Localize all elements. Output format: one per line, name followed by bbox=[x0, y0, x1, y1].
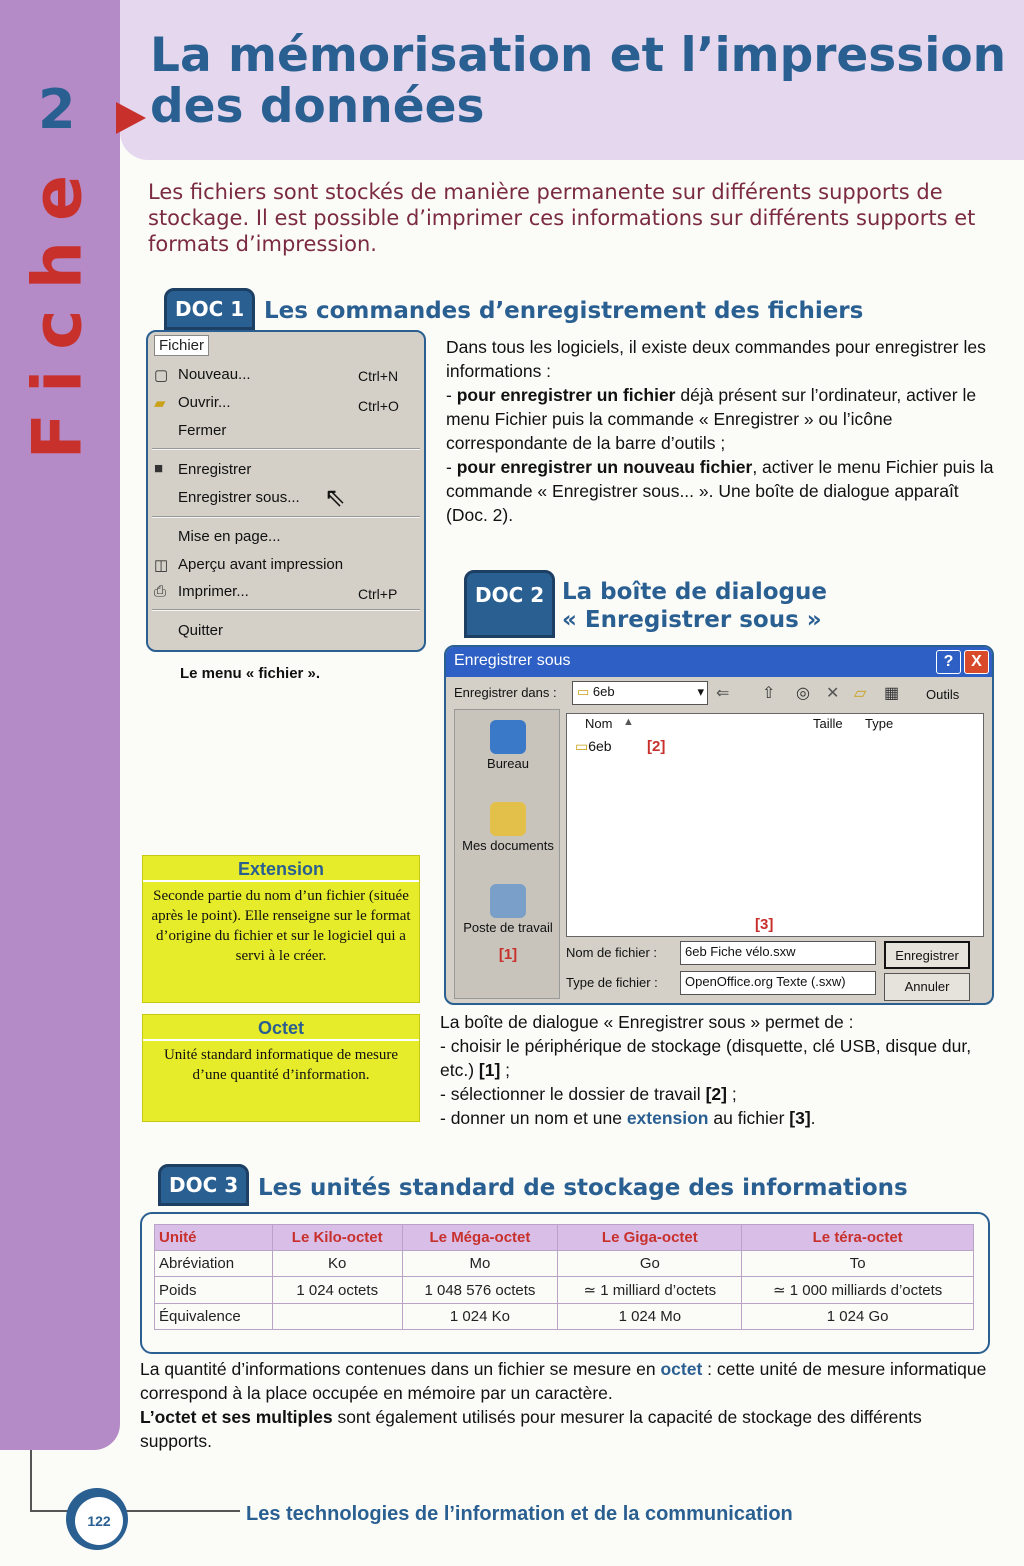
menu-separator bbox=[152, 516, 420, 518]
definition-title: Octet bbox=[257, 1018, 304, 1038]
delete-icon[interactable]: ✕ bbox=[826, 685, 840, 702]
definition-text: Seconde partie du nom d’un fichier (située après le point). Elle renseigne sur le format d’origine du fichier et sur le logiciel qui a servi à le créer. bbox=[143, 880, 419, 970]
filetype-label: Type de fichier : bbox=[566, 975, 658, 990]
doc2-bullet2: - sélectionner le dossier de travail bbox=[440, 1084, 701, 1104]
place-mes-documents[interactable] bbox=[455, 802, 561, 853]
table-row bbox=[155, 1304, 974, 1330]
fiche-number: 2 bbox=[38, 78, 76, 141]
doc1-intro: Dans tous les logiciels, il existe deux commandes pour enregistrer les informations : bbox=[446, 337, 986, 381]
table-header-cell: Le Méga-octet bbox=[402, 1225, 558, 1251]
definition-text: Unité standard informatique de mesure d’une quantité d’information. bbox=[143, 1039, 419, 1089]
doc2-caption-intro: La boîte de dialogue « Enregistrer sous » permet de : bbox=[440, 1012, 854, 1032]
sidebar bbox=[0, 0, 120, 1450]
doc2-title-line2: « Enregistrer sous » bbox=[562, 607, 822, 633]
doc3-p1-pre: La quantité d’informations contenues dans un fichier se mesure en bbox=[140, 1359, 656, 1379]
definition-title: Extension bbox=[237, 859, 325, 879]
table-cell: 1 024 Mo bbox=[558, 1304, 742, 1330]
column-type[interactable]: Type bbox=[865, 716, 894, 731]
folder-row[interactable] bbox=[575, 738, 612, 755]
doc2-tab: DOC 2 bbox=[464, 570, 555, 638]
folder-icon: ▭ bbox=[577, 684, 590, 699]
computer-icon bbox=[490, 884, 526, 918]
menu-item-fermer[interactable]: Fermer bbox=[178, 422, 227, 439]
table-cell: To bbox=[742, 1251, 974, 1277]
column-name[interactable]: Nom bbox=[585, 716, 613, 731]
definition-extension bbox=[142, 855, 420, 1003]
place-label: Mes documents bbox=[462, 838, 554, 853]
doc3-p1-word: octet bbox=[660, 1359, 703, 1379]
up-folder-icon[interactable]: ⇧ bbox=[762, 685, 776, 702]
intro-paragraph: Les fichiers sont stockés de manière permanente sur différents supports de stockage. Il est possible d’imprimer ces informations sur différents supports et formats d’impression. bbox=[148, 180, 976, 256]
doc3-p1-post: : cette unité de mesure informatique correspond à la place occupée en mémoire par un caractère. bbox=[140, 1359, 987, 1403]
table-header-cell: Unité bbox=[155, 1225, 273, 1251]
table-cell: 1 024 Ko bbox=[402, 1304, 558, 1330]
place-poste-de-travail[interactable] bbox=[455, 884, 561, 935]
footer-rule bbox=[30, 1510, 240, 1512]
footer-rule bbox=[30, 1450, 32, 1510]
marker-3: [3] bbox=[755, 916, 774, 933]
close-button[interactable]: X bbox=[964, 650, 989, 674]
documents-folder-icon bbox=[490, 802, 526, 836]
menu-separator bbox=[152, 609, 420, 611]
menu-item-apercu[interactable]: Aperçu avant impression bbox=[178, 556, 344, 573]
table-cell: Go bbox=[558, 1251, 742, 1277]
place-label: Poste de travail bbox=[463, 920, 553, 935]
doc2-bullet3-post: au fichier bbox=[713, 1108, 785, 1128]
folder-name: 6eb bbox=[588, 738, 612, 754]
table-cell: 1 024 Go bbox=[742, 1304, 974, 1330]
doc1-bullet2-text: , activer le menu Fichier puis la commande « Enregistrer sous... ». Une boîte de dialogue apparaît (Doc. 2). bbox=[446, 457, 994, 525]
shortcut-nouveau: Ctrl+N bbox=[358, 368, 399, 384]
chevron-down-icon: ▾ bbox=[697, 684, 704, 699]
menu-item-enregistrer[interactable]: Enregistrer bbox=[178, 461, 252, 478]
menu-item-mise-en-page[interactable]: Mise en page... bbox=[178, 528, 281, 545]
doc3-p2-bold: L’octet et ses multiples bbox=[140, 1407, 333, 1427]
table-cell: Ko bbox=[272, 1251, 402, 1277]
file-menu bbox=[146, 330, 426, 652]
doc2-caption: La boîte de dialogue « Enregistrer sous » permet de : - choisir le périphérique de stockage (disquette, clé USB, disque dur, etc.) [1] ; - sélectionner le dossier de travail [2] ; - donner un nom et une extension au fichier [3]. bbox=[440, 1012, 972, 1128]
doc1-tab: DOC 1 bbox=[164, 288, 255, 330]
page-title bbox=[150, 30, 1006, 132]
table-header-row bbox=[155, 1225, 974, 1251]
menu-item-ouvrir[interactable]: Ouvrir... bbox=[178, 394, 231, 411]
table-header-cell: Le Giga-octet bbox=[558, 1225, 742, 1251]
doc2-bullet1-mark: [1] bbox=[478, 1060, 501, 1080]
definition-octet bbox=[142, 1014, 420, 1122]
shortcut-imprimer: Ctrl+P bbox=[358, 586, 398, 602]
table-cell: Abréviation bbox=[155, 1251, 273, 1277]
footer-text: Les technologies de l’information et de la communication bbox=[246, 1503, 793, 1525]
sort-asc-icon: ▲ bbox=[623, 716, 634, 728]
fiche-label: Fiche bbox=[18, 154, 98, 460]
table-cell: ≃ 1 milliard d’octets bbox=[558, 1277, 742, 1304]
menu-item-enregistrer-sous[interactable]: Enregistrer sous... bbox=[178, 489, 300, 506]
filename-label: Nom de fichier : bbox=[566, 945, 658, 960]
doc2-bullet3-mark: [3] bbox=[789, 1108, 811, 1128]
new-doc-icon: ▢ bbox=[154, 367, 169, 384]
save-button[interactable]: Enregistrer bbox=[884, 941, 970, 969]
folder-icon: ▭ bbox=[575, 738, 589, 754]
storage-units-table bbox=[154, 1224, 974, 1330]
table-cell: 1 024 octets bbox=[272, 1277, 402, 1304]
filename-input[interactable]: 6eb Fiche vélo.sxw bbox=[680, 941, 876, 965]
doc2-bullet3-pre: - donner un nom et une bbox=[440, 1108, 622, 1128]
places-bar bbox=[454, 709, 560, 999]
views-icon[interactable]: ▦ bbox=[884, 685, 900, 702]
table-cell: Équivalence bbox=[155, 1304, 273, 1330]
back-icon[interactable]: ⇐ bbox=[716, 685, 730, 702]
marker-2: [2] bbox=[647, 738, 666, 755]
doc3-title: Les unités standard de stockage des informations bbox=[258, 1175, 908, 1201]
shortcut-ouvrir: Ctrl+O bbox=[358, 398, 399, 414]
doc2-bullet1: - choisir le périphérique de stockage (disquette, clé USB, disque dur, etc.) bbox=[440, 1036, 972, 1080]
doc1-bullet1-text: déjà présent sur l’ordinateur, activer le menu Fichier puis la commande « Enregistrer » ou l’icône correspondante de la barre d’outils ; bbox=[446, 385, 977, 453]
table-cell: ≃ 1 000 milliards d’octets bbox=[742, 1277, 974, 1304]
table-header-cell: Le téra-octet bbox=[742, 1225, 974, 1251]
doc1-text: Dans tous les logiciels, il existe deux commandes pour enregistrer les informations : - pour enregistrer un fichier déjà présent sur l’ordinateur, activer le menu Fichier puis la commande « Enregistrer » ou l’icône correspondante de la barre d’outils ; - pour enregistrer un nouveau fichier, activer le menu Fichier puis la commande « Enregistrer sous... ». Une boîte de dialogue apparaît (Doc. 2). bbox=[446, 337, 994, 525]
search-web-icon[interactable]: ◎ bbox=[796, 685, 810, 702]
save-in-label: Enregistrer dans : bbox=[454, 685, 557, 700]
doc3-text bbox=[140, 1357, 992, 1453]
table-cell bbox=[272, 1304, 402, 1330]
desktop-icon bbox=[490, 720, 526, 754]
cancel-button[interactable]: Annuler bbox=[884, 973, 970, 1001]
page-title-line1: La mémorisation et l’impression bbox=[150, 28, 1007, 83]
table-row bbox=[155, 1251, 974, 1277]
save-in-value: 6eb bbox=[592, 684, 615, 699]
save-in-select[interactable] bbox=[572, 681, 708, 705]
title-arrow-icon bbox=[116, 102, 146, 134]
doc1-title: Les commandes d’enregistrement des fichiers bbox=[264, 298, 864, 324]
new-folder-icon[interactable]: ▱ bbox=[854, 685, 867, 702]
preview-icon: ◫ bbox=[154, 557, 169, 574]
table-row bbox=[155, 1277, 974, 1304]
page-title-line2: des données bbox=[150, 79, 485, 134]
doc2-bullet2-mark: [2] bbox=[705, 1084, 727, 1104]
dialog-titlebar bbox=[446, 647, 992, 677]
open-folder-icon: ▰ bbox=[154, 395, 166, 412]
save-disk-icon: ■ bbox=[154, 460, 164, 477]
save-as-dialog bbox=[444, 645, 994, 1005]
menu-item-imprimer[interactable]: Imprimer... bbox=[178, 583, 249, 600]
column-size[interactable]: Taille bbox=[813, 716, 843, 731]
place-bureau[interactable] bbox=[455, 720, 561, 771]
menu-header[interactable]: Fichier bbox=[154, 335, 209, 356]
doc3-tab: DOC 3 bbox=[158, 1164, 249, 1206]
doc1-bullet2-bold: pour enregistrer un nouveau fichier bbox=[456, 457, 753, 477]
page-number: 122 bbox=[75, 1497, 123, 1545]
menu-caption: Le menu « fichier ». bbox=[180, 665, 321, 682]
table-header-cell: Le Kilo-octet bbox=[272, 1225, 402, 1251]
dialog-title: Enregistrer sous bbox=[454, 652, 571, 669]
menu-separator bbox=[152, 448, 420, 450]
printer-icon: ⎙ bbox=[154, 583, 167, 600]
place-label: Bureau bbox=[487, 756, 529, 771]
doc2-title-line1: La boîte de dialogue bbox=[562, 579, 827, 605]
doc2-bullet3-word: extension bbox=[626, 1108, 709, 1128]
help-button[interactable]: ? bbox=[936, 650, 961, 674]
table-cell: 1 048 576 octets bbox=[402, 1277, 558, 1304]
doc3-p2-rest: sont également utilisés pour mesurer la capacité de stockage des différents supports. bbox=[140, 1407, 922, 1451]
file-list bbox=[566, 713, 984, 937]
mouse-cursor-icon: ⇖ bbox=[324, 482, 346, 512]
menu-item-nouveau[interactable]: Nouveau... bbox=[178, 366, 251, 383]
table-cell: Mo bbox=[402, 1251, 558, 1277]
tools-menu[interactable]: Outils bbox=[926, 687, 960, 702]
table-cell: Poids bbox=[155, 1277, 273, 1304]
doc1-bullet1-bold: pour enregistrer un fichier bbox=[456, 385, 676, 405]
doc2-title bbox=[562, 578, 827, 634]
marker-1: [1] bbox=[498, 946, 518, 963]
filetype-select[interactable]: OpenOffice.org Texte (.sxw) bbox=[680, 971, 876, 995]
menu-item-quitter[interactable]: Quitter bbox=[178, 622, 224, 639]
